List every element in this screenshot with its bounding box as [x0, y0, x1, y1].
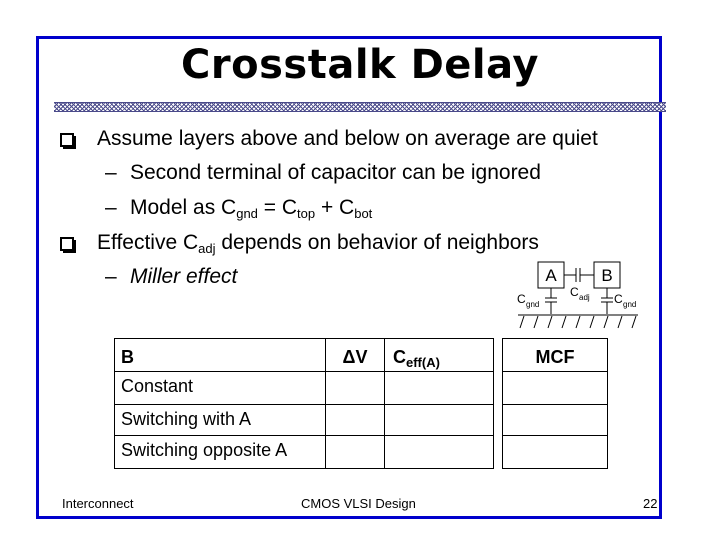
cell-empty: [503, 405, 608, 436]
table-gap: [494, 405, 503, 436]
header-delta-v: ΔV: [326, 339, 385, 372]
header-b: B: [115, 339, 326, 372]
row-label-constant: Constant: [115, 372, 326, 405]
title-divider: [54, 102, 666, 112]
cadj-sub: adj: [579, 293, 590, 302]
page-number: 22: [643, 496, 658, 511]
cell-empty: [326, 372, 385, 405]
header-ceff-sub: eff(A): [406, 355, 440, 370]
sub-bullet-2-sub-top: top: [297, 206, 316, 221]
row-label-switching-with-a: Switching with A: [115, 405, 326, 436]
bullet-2-pre: Effective C: [97, 231, 199, 254]
wire-a-label: A: [545, 266, 557, 285]
table-header-row: [115, 339, 608, 372]
sub-bullet-2-sub-bot: bot: [354, 206, 373, 221]
cgnd-right-sub: gnd: [623, 300, 637, 309]
wire-b-label: B: [601, 266, 613, 285]
header-mcf: MCF: [503, 339, 608, 372]
sub-bullet-2-sub-gnd: gnd: [236, 206, 258, 221]
cell-empty: [385, 372, 494, 405]
footer-left: Interconnect: [62, 496, 134, 511]
sub-bullet-3-text: Miller effect: [130, 265, 238, 288]
cell-empty: [503, 436, 608, 469]
bullet-square-icon: [60, 237, 74, 251]
cell-empty: [326, 405, 385, 436]
sub-bullet-2: [105, 196, 372, 221]
cgnd-left-sub: gnd: [526, 300, 540, 309]
bullet-2: [97, 231, 539, 256]
cadj-label: C: [570, 285, 579, 299]
miller-effect-table: [114, 338, 608, 469]
cell-empty: [385, 405, 494, 436]
sub-bullet-2-mid2: + C: [315, 196, 355, 219]
sub-bullet-2-pre: Model as C: [130, 196, 237, 219]
crosstalk-capacitor-diagram: [510, 258, 645, 333]
table-row: [115, 372, 608, 405]
slide-title: Crosstalk Delay: [181, 42, 539, 88]
bullet-1-text: Assume layers above and below on average are quiet: [97, 127, 598, 150]
dash-marker: –: [105, 196, 117, 219]
table-gap: [494, 339, 503, 372]
bullet-2-sub-adj: adj: [198, 241, 216, 256]
dash-marker: –: [105, 265, 117, 288]
dash-marker: –: [105, 161, 117, 184]
cgnd-left-label: C: [517, 292, 526, 306]
bullet-2-post: depends on behavior of neighbors: [215, 231, 539, 254]
cell-empty: [385, 436, 494, 469]
cell-empty: [326, 436, 385, 469]
table-gap: [494, 436, 503, 469]
header-ceff-main: C: [393, 347, 406, 367]
row-label-switching-opposite-a: Switching opposite A: [115, 436, 326, 469]
sub-bullet-1-text: Second terminal of capacitor can be ignored: [130, 161, 541, 184]
header-ceff: [385, 339, 494, 372]
table-row: [115, 405, 608, 436]
table-row: [115, 436, 608, 469]
footer-center: CMOS VLSI Design: [301, 496, 416, 511]
bullet-square-icon: [60, 133, 74, 147]
sub-bullet-1: [105, 161, 541, 185]
table-gap: [494, 372, 503, 405]
sub-bullet-2-mid1: = C: [257, 196, 298, 219]
cgnd-right-label: C: [614, 292, 623, 306]
cell-empty: [503, 372, 608, 405]
sub-bullet-3: [105, 265, 237, 289]
